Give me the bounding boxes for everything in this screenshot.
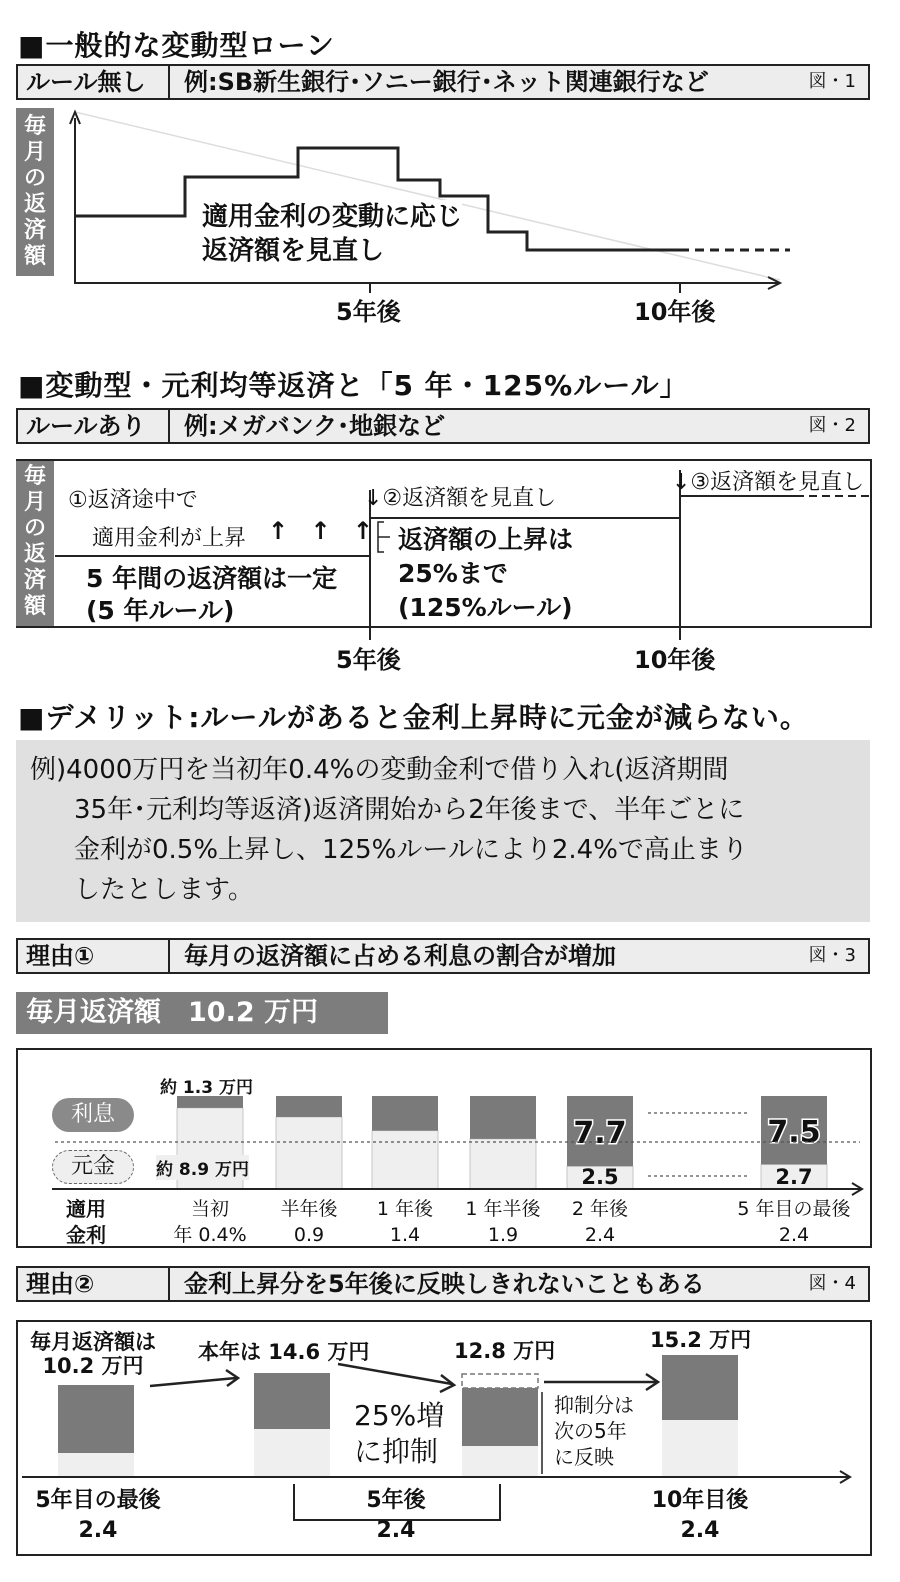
section2-heading: ■変動型・元利均等返済と「5 年・125%ルール」 — [18, 369, 689, 402]
ylabel-char: の — [23, 516, 46, 541]
deferred-note-line: 次の5年 — [554, 1419, 627, 1443]
section2-fig-label: 図・2 — [808, 415, 856, 436]
label-line: 10.2 万円 — [42, 1354, 144, 1378]
ylabel-char: 返 — [23, 192, 46, 217]
ylabel-char: 月 — [23, 490, 46, 515]
ylabel-char: 額 — [23, 594, 46, 619]
x-label-line: 5年後 — [366, 1488, 426, 1513]
bar1-principal — [58, 1453, 134, 1476]
step2-label: ↓②返済額を見直し — [364, 486, 557, 511]
bar3-interest — [462, 1388, 538, 1446]
bar-principal-value: 2.5 — [581, 1165, 619, 1189]
section1-bar-left: ルール無し — [18, 66, 170, 98]
section1-heading: ■一般的な変動型ローン — [18, 29, 335, 62]
label-line: 毎月返済額は — [30, 1330, 156, 1354]
section4-bar-mid: 毎月の返済額に占める利息の割合が増加 — [184, 942, 616, 970]
bar4-interest — [662, 1355, 738, 1420]
section4-fig-label: 図・3 — [808, 945, 856, 966]
bar4-principal — [662, 1420, 738, 1476]
legend-interest: 利息 — [52, 1098, 134, 1132]
x-label-line: 5年目の最後 — [35, 1488, 161, 1513]
bar-period: 1 年後 — [376, 1198, 434, 1220]
bar-interest-value: 7.7 — [573, 1116, 627, 1152]
bar-interest-value: 7.5 — [767, 1115, 821, 1151]
section2-x-label-5y: 5年後 — [336, 646, 401, 674]
bar-period: 当初 — [190, 1198, 229, 1220]
example-line: したとします。 — [74, 875, 254, 905]
x-label-line: 2.4 — [376, 1518, 416, 1543]
section1-bar-mid: 例:SB新生銀行･ソニー銀行･ネット関連銀行など — [184, 68, 709, 96]
step3-label: ↓③返済額を見直し — [672, 470, 865, 495]
x-label-line: 10年目後 — [651, 1488, 749, 1513]
bar-rate: 1.9 — [487, 1224, 519, 1246]
bar3-suppressed-part — [462, 1374, 538, 1388]
example-line: 35年･元利均等返済)返済開始から2年後まで、半年ごとに — [74, 795, 745, 825]
section5-bar-mid: 金利上昇分を5年後に反映しきれないこともある — [184, 1270, 705, 1298]
bar3-principal — [462, 1446, 538, 1476]
fixed-note-line: 5 年間の返済額は一定 — [86, 564, 338, 593]
label-initial — [30, 1330, 156, 1378]
x-label-line: 2.4 — [78, 1518, 118, 1543]
step1-line2: 適用金利が上昇 — [92, 526, 247, 551]
label-interest-amount: 約 1.3 万円 — [160, 1078, 253, 1098]
rise-note-line: 返済額の上昇は — [398, 525, 574, 554]
rise-arrows: ↑ ↑ ↑ — [268, 517, 374, 545]
bar-rate: 1.4 — [389, 1224, 421, 1246]
rise-note-line: (125%ルール) — [398, 593, 573, 622]
ylabel-char: 返 — [23, 542, 46, 567]
bar-period: 5 年目の最後 — [737, 1198, 851, 1220]
label-capped: 12.8 万円 — [454, 1339, 556, 1363]
ylabel-char: 毎 — [23, 114, 46, 139]
x-label-1 — [28, 1486, 168, 1546]
bar-rate: 0.9 — [293, 1224, 325, 1246]
bar2-interest — [254, 1373, 330, 1429]
cap-note — [354, 1398, 444, 1470]
bar-period: 2 年後 — [571, 1198, 629, 1220]
section1-fig-label: 図・1 — [808, 71, 856, 92]
cap-note-line: に抑制 — [354, 1435, 439, 1468]
section5-bar-left: 理由② — [18, 1268, 170, 1300]
section1-x-label-10y: 10年後 — [634, 298, 716, 326]
bar2-principal — [254, 1429, 330, 1476]
section4-title: 毎月返済額 10.2 万円 — [16, 992, 388, 1034]
section3-heading: ■デメリット:ルールがあると金利上昇時に元金が減らない。 — [18, 701, 809, 734]
label-this-year: 本年は 14.6 万円 — [198, 1340, 370, 1364]
ylabel-char: の — [23, 166, 46, 191]
x-label-3 — [640, 1486, 760, 1546]
example-line: 金利が0.5%上昇し、125%ルールにより2.4%で高止まり — [74, 835, 748, 865]
ylabel-char: 額 — [23, 244, 46, 269]
ylabel-char: 月 — [23, 140, 46, 165]
bar1-interest — [58, 1385, 134, 1453]
arrow-2 — [338, 1364, 452, 1384]
deferred-note-line: に反映 — [554, 1445, 614, 1469]
bar-rate: 年 0.4% — [173, 1224, 247, 1246]
bar-rate: 2.4 — [584, 1224, 616, 1246]
step1-line1: ①返済途中で — [68, 488, 198, 513]
example-line: 例)4000万円を当初年0.4%の変動金利で借り入れ(返済期間 — [30, 755, 729, 785]
x-label-2 — [336, 1486, 456, 1546]
section4-bar-left: 理由① — [18, 940, 170, 972]
note-line: 返済額を見直し — [202, 236, 385, 266]
label-next: 15.2 万円 — [650, 1328, 752, 1352]
ylabel-char: 毎 — [23, 464, 46, 489]
deferred-note — [554, 1392, 634, 1470]
bar-period: 半年後 — [280, 1198, 338, 1220]
rate-label-line: 金利 — [66, 1223, 106, 1247]
rate-label-line: 適用 — [66, 1197, 106, 1221]
ylabel-char: 済 — [23, 218, 46, 243]
bar-principal-value: 2.7 — [775, 1165, 813, 1189]
label-principal-amount: 約 8.9 万円 — [156, 1155, 249, 1180]
ylabel-char: 済 — [23, 568, 46, 593]
section1-x-label-5y: 5年後 — [336, 298, 401, 326]
note-line: 適用金利の変動に応じ — [202, 202, 463, 232]
section5-fig-label: 図・4 — [808, 1273, 856, 1294]
arrow-1 — [150, 1378, 236, 1386]
deferred-note-line: 抑制分は — [554, 1393, 634, 1417]
cap-note-line: 25%増 — [354, 1399, 445, 1432]
fixed-note-line: (5 年ルール) — [86, 596, 235, 625]
rise-note-line: 25%まで — [398, 559, 508, 588]
legend-principal: 元金 — [52, 1150, 134, 1184]
section2-x-label-10y: 10年後 — [634, 646, 716, 674]
section2-bar-mid: 例:メガバンク･地銀など — [184, 412, 446, 440]
bar-period: 1 年半後 — [465, 1198, 541, 1220]
section2-bar-left: ルールあり — [18, 410, 170, 442]
bar-rate: 2.4 — [778, 1224, 810, 1246]
x-label-line: 2.4 — [680, 1518, 720, 1543]
